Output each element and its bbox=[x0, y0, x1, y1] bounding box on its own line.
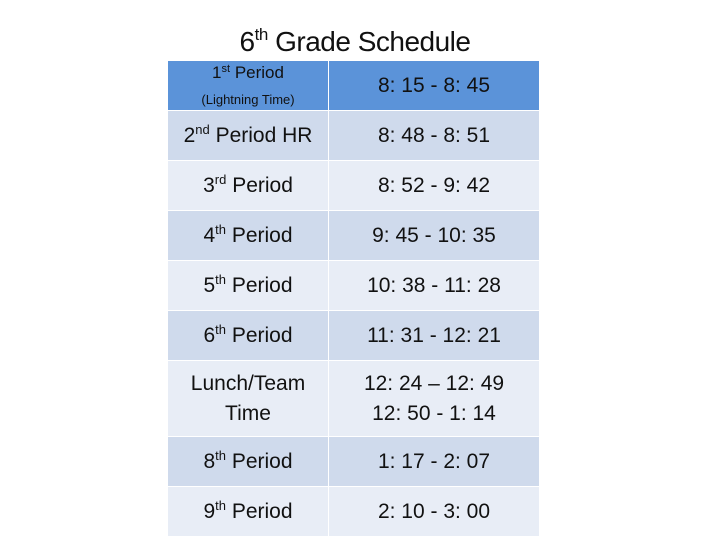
table-row bbox=[168, 437, 540, 487]
period-label: Period bbox=[234, 62, 284, 82]
time-cell: 11: 31 - 12: 21 bbox=[329, 311, 540, 361]
lunch-label-line2: Time bbox=[225, 401, 271, 425]
period-suffix: rd bbox=[214, 171, 227, 187]
period-cell bbox=[168, 261, 329, 311]
lunch-time-line1: 12: 24 – 12: 49 bbox=[363, 371, 505, 395]
period-number: 3 bbox=[203, 173, 215, 197]
period-suffix: st bbox=[221, 62, 231, 75]
time-cell: 2: 10 - 3: 00 bbox=[329, 487, 540, 537]
period-label: Period bbox=[231, 223, 293, 247]
period-cell bbox=[168, 437, 329, 487]
period-number: 4 bbox=[203, 223, 216, 247]
period-cell bbox=[168, 311, 329, 361]
period-cell bbox=[168, 111, 329, 161]
period-label: Period HR bbox=[215, 123, 313, 147]
table-row bbox=[168, 211, 540, 261]
time-cell: 8: 15 - 8: 45 bbox=[329, 61, 540, 111]
period-sublabel: (Lightning Time) bbox=[201, 91, 295, 107]
table-row bbox=[168, 487, 540, 537]
period-suffix: th bbox=[215, 447, 226, 463]
time-cell: 10: 38 - 11: 28 bbox=[329, 261, 540, 311]
period-cell bbox=[168, 487, 329, 537]
period-number: 8 bbox=[203, 449, 216, 473]
period-suffix: th bbox=[215, 271, 226, 287]
time-cell: 8: 52 - 9: 42 bbox=[329, 161, 540, 211]
period-cell bbox=[168, 361, 329, 437]
period-number: 5 bbox=[203, 273, 216, 297]
table-row bbox=[168, 261, 540, 311]
period-cell bbox=[168, 61, 329, 111]
table-row bbox=[168, 361, 540, 437]
period-cell bbox=[168, 161, 329, 211]
time-cell bbox=[329, 361, 540, 437]
period-number: 2 bbox=[183, 123, 196, 147]
title-number: 6 bbox=[239, 26, 255, 57]
period-number: 1 bbox=[212, 62, 222, 82]
period-suffix: th bbox=[215, 497, 226, 513]
table-row bbox=[168, 311, 540, 361]
table-row bbox=[168, 161, 540, 211]
period-label: Period bbox=[231, 273, 293, 297]
time-cell: 9: 45 - 10: 35 bbox=[329, 211, 540, 261]
lunch-label-line1: Lunch/Team bbox=[190, 371, 306, 395]
period-label: Period bbox=[231, 449, 293, 473]
period-label: Period bbox=[232, 173, 293, 197]
period-label: Period bbox=[231, 499, 293, 523]
lunch-time-line2: 12: 50 - 1: 14 bbox=[372, 401, 496, 425]
period-number: 9 bbox=[203, 499, 216, 523]
period-cell bbox=[168, 211, 329, 261]
period-label: Period bbox=[231, 323, 293, 347]
table-row bbox=[168, 61, 540, 111]
period-suffix: th bbox=[215, 221, 226, 237]
time-cell: 8: 48 - 8: 51 bbox=[329, 111, 540, 161]
schedule-table bbox=[167, 60, 540, 537]
table-row bbox=[168, 111, 540, 161]
schedule-title bbox=[165, 22, 545, 62]
title-text: Grade Schedule bbox=[275, 26, 471, 57]
period-suffix: nd bbox=[195, 121, 210, 137]
time-cell: 1: 17 - 2: 07 bbox=[329, 437, 540, 487]
period-number: 6 bbox=[203, 323, 216, 347]
title-suffix: th bbox=[254, 25, 268, 44]
period-suffix: th bbox=[215, 321, 226, 337]
